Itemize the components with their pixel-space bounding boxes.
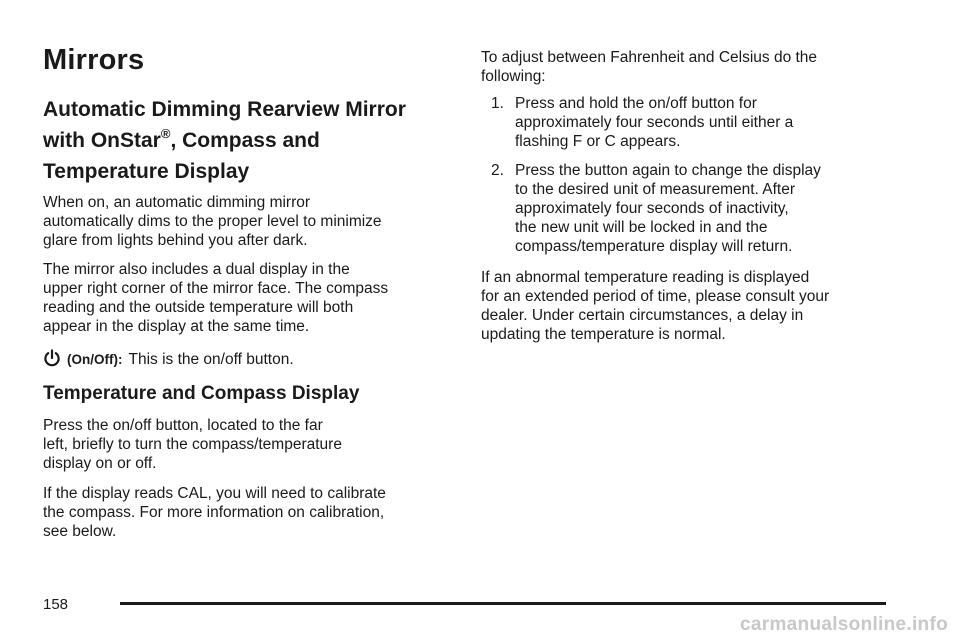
section-title-suffix: , Compass and — [170, 129, 320, 152]
text-line: left, briefly to turn the compass/temperature — [43, 436, 342, 453]
text-line: flashing F or C appears. — [515, 133, 681, 150]
page-number: 158 — [43, 596, 69, 613]
onoff-description — [43, 349, 294, 372]
onoff-text: This is the on/off button. — [128, 351, 294, 368]
text-line: for an extended period of time, please consult your — [481, 288, 830, 305]
text-line: upper right corner of the mirror face. The compass — [43, 280, 389, 297]
text-line: display on or off. — [43, 455, 157, 472]
step-number: 2. — [491, 162, 504, 179]
step-body — [515, 94, 895, 151]
power-icon — [43, 349, 61, 372]
step-body — [515, 161, 895, 256]
text-line: If the display reads CAL, you will need to calibrate — [43, 485, 386, 502]
paragraph-abnormal-temperature — [481, 268, 829, 344]
text-line: to the desired unit of measurement. After — [515, 181, 796, 198]
subsection-title: Temperature and Compass Display — [43, 383, 360, 404]
page-title: Mirrors — [43, 44, 145, 76]
text-line: the compass. For more information on calibration, — [43, 504, 385, 521]
text-line: the new unit will be locked in and the — [515, 219, 768, 236]
section-title-line2 — [43, 126, 320, 152]
paragraph-fahrenheit-celsius — [481, 48, 817, 86]
onoff-label: (On/Off): — [67, 352, 123, 367]
text-line: updating the temperature is normal. — [481, 326, 726, 343]
text-line: approximately four seconds of inactivity, — [515, 200, 789, 217]
text-line: appear in the display at the same time. — [43, 318, 310, 335]
registered-mark: ® — [160, 126, 171, 141]
text-line: glare from lights behind you after dark. — [43, 232, 308, 249]
text-line: When on, an automatic dimming mirror — [43, 194, 311, 211]
watermark: carmanualsonline.info — [740, 614, 948, 635]
section-title — [43, 94, 406, 187]
text-line: If an abnormal temperature reading is displayed — [481, 269, 810, 286]
text-line: Press and hold the on/off button for — [515, 95, 757, 112]
paragraph-dual-display — [43, 260, 388, 336]
section-title-onstar: with OnStar — [43, 129, 161, 152]
text-line: dealer. Under certain circumstances, a delay in — [481, 307, 804, 324]
text-line: Press the on/off button, located to the far — [43, 417, 323, 434]
text-line: see below. — [43, 523, 117, 540]
footer-rule — [120, 602, 886, 605]
paragraph-press-onoff — [43, 416, 342, 473]
text-line: Press the button again to change the display — [515, 162, 821, 179]
text-line: To adjust between Fahrenheit and Celsius do the — [481, 49, 818, 66]
text-line: approximately four seconds until either a — [515, 114, 794, 131]
text-line: automatically dims to the proper level to minimize — [43, 213, 382, 230]
paragraph-auto-dim — [43, 193, 382, 250]
text-line: compass/temperature display will return. — [515, 238, 793, 255]
section-title-line1: Automatic Dimming Rearview Mirror — [43, 98, 406, 121]
text-line: reading and the outside temperature will both — [43, 299, 354, 316]
text-line: following: — [481, 68, 546, 85]
paragraph-calibrate — [43, 484, 386, 541]
text-line: The mirror also includes a dual display in the — [43, 261, 350, 278]
section-title-line3: Temperature Display — [43, 160, 250, 183]
step-number: 1. — [491, 95, 504, 112]
